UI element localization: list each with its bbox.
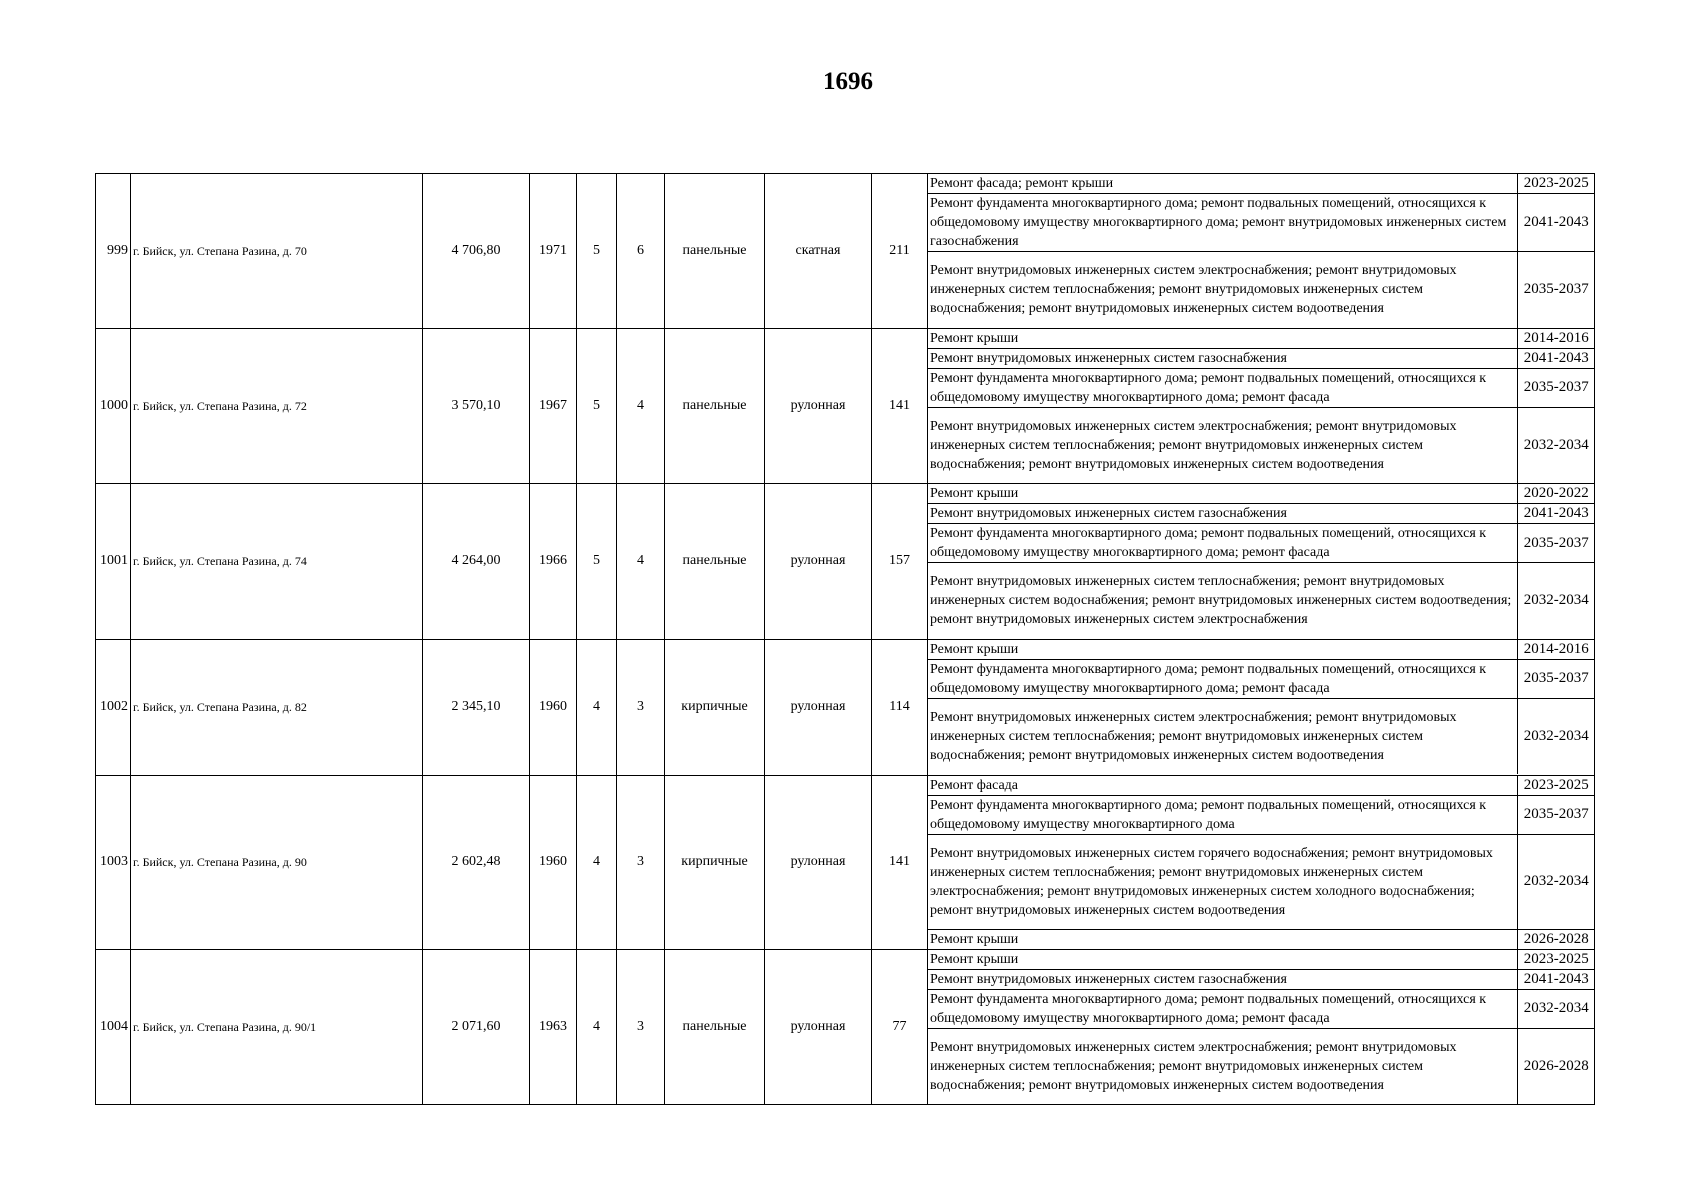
work-description: Ремонт фундамента многоквартирного дома; ремонт подвальных помещений, относящихся к общедомовому имуществу многоквартирного дома; ремонт фасада [928, 368, 1517, 407]
row-year: 1971 [530, 174, 577, 329]
work-item [928, 524, 1595, 563]
works-list [928, 775, 1595, 949]
work-description: Ремонт внутридомовых инженерных систем электроснабжения; ремонт внутридомовых инженерных систем теплоснабжения; ремонт внутридомовых инженерных систем водоснабжения; ремонт внутридомовых инженерных систем водоотведения [928, 1028, 1517, 1104]
row-roof: рулонная [765, 639, 872, 775]
work-item [928, 329, 1595, 349]
row-number: 999 [96, 174, 131, 329]
row-area: 4 264,00 [423, 484, 530, 640]
row-floors: 5 [577, 174, 617, 329]
row-address: г. Бийск, ул. Степана Разина, д. 90 [131, 775, 423, 949]
table-row [96, 949, 1595, 1105]
row-roof: рулонная [765, 484, 872, 640]
work-item [928, 950, 1595, 970]
work-years: 2014-2016 [1517, 329, 1595, 349]
work-item [928, 929, 1595, 949]
work-description: Ремонт фасада; ремонт крыши [928, 174, 1517, 194]
work-item [928, 368, 1595, 407]
works-list [928, 484, 1595, 640]
row-walls: кирпичные [665, 775, 765, 949]
works-list [928, 949, 1595, 1105]
row-entrances: 3 [617, 949, 665, 1105]
row-walls: панельные [665, 174, 765, 329]
work-description: Ремонт крыши [928, 950, 1517, 970]
row-residents: 211 [872, 174, 928, 329]
row-year: 1966 [530, 484, 577, 640]
buildings-table [95, 173, 1595, 1105]
row-area: 3 570,10 [423, 328, 530, 484]
row-number: 1001 [96, 484, 131, 640]
row-area: 2 345,10 [423, 639, 530, 775]
work-years: 2041-2043 [1517, 348, 1595, 368]
work-description: Ремонт фасада [928, 776, 1517, 796]
work-description: Ремонт фундамента многоквартирного дома; ремонт подвальных помещений, относящихся к общедомовому имуществу многоквартирного дома; ремонт фасада [928, 989, 1517, 1028]
row-entrances: 6 [617, 174, 665, 329]
work-item [928, 1028, 1595, 1104]
row-floors: 5 [577, 484, 617, 640]
row-roof: рулонная [765, 328, 872, 484]
works-list [928, 328, 1595, 484]
row-floors: 4 [577, 949, 617, 1105]
work-years: 2035-2037 [1517, 659, 1595, 698]
work-years: 2026-2028 [1523, 930, 1589, 947]
work-years: 2032-2034 [1517, 989, 1595, 1028]
row-residents: 157 [872, 484, 928, 640]
row-address: г. Бийск, ул. Степана Разина, д. 72 [131, 328, 423, 484]
row-address: г. Бийск, ул. Степана Разина, д. 70 [131, 174, 423, 329]
work-years: 2020-2022 [1517, 484, 1595, 504]
table-row [96, 328, 1595, 484]
row-floors: 4 [577, 775, 617, 949]
table-row [96, 775, 1595, 949]
row-year: 1960 [530, 639, 577, 775]
work-item [928, 698, 1595, 774]
row-roof: скатная [765, 174, 872, 329]
works-list [928, 174, 1595, 329]
works-list [928, 639, 1595, 775]
row-entrances: 3 [617, 775, 665, 949]
work-years: 2023-2025 [1517, 776, 1595, 796]
work-description: Ремонт фундамента многоквартирного дома; ремонт подвальных помещений, относящихся к общедомовому имуществу многоквартирного дома; ремонт фасада [928, 659, 1517, 698]
work-years: 2032-2034 [1523, 727, 1589, 744]
row-entrances: 4 [617, 328, 665, 484]
work-description: Ремонт фундамента многоквартирного дома; ремонт подвальных помещений, относящихся к общедомовому имуществу многоквартирного дома [928, 795, 1517, 834]
work-item [928, 348, 1595, 368]
work-years: 2035-2037 [1517, 368, 1595, 407]
work-description: Ремонт крыши [928, 640, 1517, 660]
row-roof: рулонная [765, 775, 872, 949]
work-years: 2035-2037 [1523, 281, 1589, 298]
work-years: 2026-2028 [1523, 1057, 1589, 1074]
table-row [96, 174, 1595, 329]
work-item [928, 659, 1595, 698]
work-years: 2032-2034 [1523, 436, 1589, 453]
row-walls: панельные [665, 328, 765, 484]
work-description: Ремонт внутридомовых инженерных систем газоснабжения [928, 504, 1517, 524]
work-description: Ремонт внутридомовых инженерных систем электроснабжения; ремонт внутридомовых инженерных систем теплоснабжения; ремонт внутридомовых инженерных систем водоснабжения; ремонт внутридомовых инженерных систем водоотведения [928, 698, 1517, 774]
table-row [96, 484, 1595, 640]
work-years: 2041-2043 [1517, 504, 1595, 524]
row-year: 1967 [530, 328, 577, 484]
row-address: г. Бийск, ул. Степана Разина, д. 82 [131, 639, 423, 775]
row-roof: рулонная [765, 949, 872, 1105]
work-description: Ремонт фундамента многоквартирного дома; ремонт подвальных помещений, относящихся к общедомовому имуществу многоквартирного дома; ремонт внутридомовых инженерных систем газоснабжения [928, 194, 1517, 252]
row-entrances: 4 [617, 484, 665, 640]
row-address: г. Бийск, ул. Степана Разина, д. 74 [131, 484, 423, 640]
work-item [928, 504, 1595, 524]
work-years: 2041-2043 [1517, 194, 1595, 252]
work-years: 2014-2016 [1517, 640, 1595, 660]
work-item [928, 563, 1595, 639]
row-residents: 141 [872, 328, 928, 484]
row-year: 1963 [530, 949, 577, 1105]
work-description: Ремонт внутридомовых инженерных систем газоснабжения [928, 348, 1517, 368]
row-residents: 77 [872, 949, 928, 1105]
work-item [928, 776, 1595, 796]
work-years: 2032-2034 [1523, 592, 1589, 609]
work-years: 2023-2025 [1517, 950, 1595, 970]
work-item [928, 252, 1595, 328]
row-residents: 114 [872, 639, 928, 775]
work-item [928, 640, 1595, 660]
row-address: г. Бийск, ул. Степана Разина, д. 90/1 [131, 949, 423, 1105]
row-walls: панельные [665, 484, 765, 640]
row-number: 1003 [96, 775, 131, 949]
work-item [928, 969, 1595, 989]
work-item [928, 484, 1595, 504]
work-description: Ремонт внутридомовых инженерных систем горячего водоснабжения; ремонт внутридомовых инженерных систем теплоснабжения; ремонт внутридомовых инженерных систем электроснабжения; ремонт внутридомовых инженерных систем холодного водоснабжения; ремонт внутридомовых инженерных систем водоотведения [928, 834, 1517, 929]
row-entrances: 3 [617, 639, 665, 775]
page-number: 1696 [823, 68, 873, 95]
row-residents: 141 [872, 775, 928, 949]
row-number: 1004 [96, 949, 131, 1105]
work-item [928, 795, 1595, 834]
work-description: Ремонт крыши [928, 329, 1517, 349]
row-walls: панельные [665, 949, 765, 1105]
row-area: 2 602,48 [423, 775, 530, 949]
work-item [928, 989, 1595, 1028]
work-item [928, 194, 1595, 252]
work-item [928, 174, 1595, 194]
table-row [96, 639, 1595, 775]
row-walls: кирпичные [665, 639, 765, 775]
work-years: 2032-2034 [1517, 834, 1595, 929]
work-description: Ремонт внутридомовых инженерных систем электроснабжения; ремонт внутридомовых инженерных систем теплоснабжения; ремонт внутридомовых инженерных систем водоснабжения; ремонт внутридомовых инженерных систем водоотведения [928, 407, 1517, 483]
row-year: 1960 [530, 775, 577, 949]
row-area: 2 071,60 [423, 949, 530, 1105]
work-description: Ремонт крыши [928, 929, 1517, 949]
work-years: 2035-2037 [1517, 795, 1595, 834]
work-item [928, 834, 1595, 929]
work-years: 2041-2043 [1517, 969, 1595, 989]
work-years: 2023-2025 [1517, 174, 1595, 194]
row-floors: 4 [577, 639, 617, 775]
work-years: 2035-2037 [1517, 524, 1595, 563]
work-description: Ремонт внутридомовых инженерных систем электроснабжения; ремонт внутридомовых инженерных систем теплоснабжения; ремонт внутридомовых инженерных систем водоснабжения; ремонт внутридомовых инженерных систем водоотведения [928, 252, 1517, 328]
work-description: Ремонт внутридомовых инженерных систем теплоснабжения; ремонт внутридомовых инженерных систем водоснабжения; ремонт внутридомовых инженерных систем водоотведения; ремонт внутридомовых инженерных систем электроснабжения [928, 563, 1517, 639]
row-number: 1002 [96, 639, 131, 775]
row-number: 1000 [96, 328, 131, 484]
work-description: Ремонт фундамента многоквартирного дома; ремонт подвальных помещений, относящихся к общедомовому имуществу многоквартирного дома; ремонт фасада [928, 524, 1517, 563]
row-area: 4 706,80 [423, 174, 530, 329]
work-description: Ремонт крыши [928, 484, 1517, 504]
row-floors: 5 [577, 328, 617, 484]
work-description: Ремонт внутридомовых инженерных систем газоснабжения [928, 969, 1517, 989]
work-item [928, 407, 1595, 483]
